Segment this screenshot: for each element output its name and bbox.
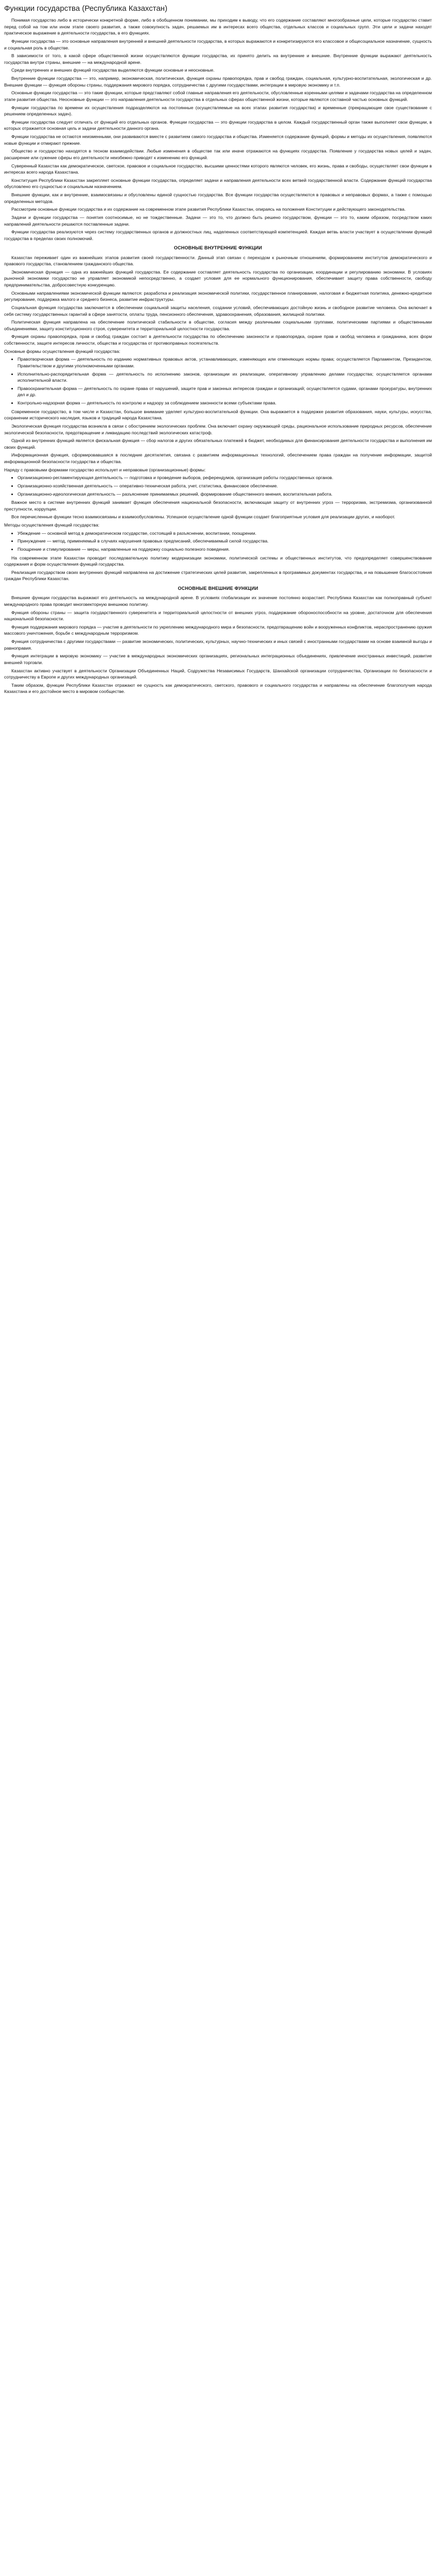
body-paragraph: Функция охраны правопорядка, прав и свобод граждан состоит в деятельности государства по обеспечению законности и правопорядка, охране прав и свобод человека и гражданина, всех форм собственности, защите интересов личности, общества и государства от противоправных посягательств. bbox=[4, 334, 432, 346]
body-paragraph: Функция поддержания мирового порядка — участие в деятельности по укреплению международного мира и безопасности, предотвращению войн и вооруженных конфликтов, нераспространению оружия массового уничтожения, борьбе с международным терроризмом. bbox=[4, 624, 432, 636]
list-item: • Организационно-хозяйственная деятельность — оперативно-техническая работа, учет, статистика, финансовое обеспечение. bbox=[18, 483, 432, 489]
body-paragraph: Основными направлениями экономической функции являются: разработка и реализация экономической политики, государственное планирование, налоговая и бюджетная политика, денежно-кредитное регулирование, поддержка малого и среднего бизнеса, развитие инфраструктуры. bbox=[4, 290, 432, 302]
body-paragraph: Таким образом, функции Республики Казахстан отражают ее сущность как демократического, светского, правового и социального государства и направлены на обеспечение благополучия народа Казахстана и его достойное место в мировом сообществе. bbox=[4, 682, 432, 694]
list-item: • Правоохранительная форма — деятельность по охране права от нарушений, защите прав и законных интересов граждан и организаций; осуществляется судами, органами прокуратуры, внутренних дел и др. bbox=[18, 385, 432, 398]
body-paragraph: Экологическая функция государства возникла в связи с обострением экологических проблем. Она включает охрану окружающей среды, рациональное использование природных ресурсов, обеспечение экологической безопасности, предотвращение и ликвидацию последствий экологических катастроф. bbox=[4, 423, 432, 435]
bullet-list bbox=[4, 530, 432, 553]
body-paragraph: Реализация государством своих внутренних функций направлена на достижение стратегических целей развития, закрепленных в программных документах государства, и на повышение благосостояния граждан Республики Казахстан. bbox=[4, 569, 432, 582]
body-paragraph: Одной из внутренних функций является фискальная функция — сбор налогов и других обязательных платежей в бюджет, необходимых для финансирования деятельности государства и выполнения им своих функций. bbox=[4, 438, 432, 450]
intro-block bbox=[4, 17, 432, 695]
body-paragraph: Функции государства следует отличать от функций его отдельных органов. Функции государства — это функции государства в целом. Каждый государственный орган также выполняет свои функции, в которых отражается основная цель и задачи деятельности данного органа. bbox=[4, 119, 432, 131]
body-paragraph: Важное место в системе внутренних функций занимает функция обеспечения национальной безопасности, включающая защиту от внутренних угроз — терроризма, экстремизма, организованной преступности, коррупции. bbox=[4, 500, 432, 512]
body-paragraph: Информационная функция, сформировавшаяся в последние десятилетия, связана с развитием информационных технологий, обеспечением права граждан на получение информации, защитой информационной безопасности государства и общества. bbox=[4, 452, 432, 465]
body-paragraph: Функция сотрудничества с другими государствами — развитие экономических, политических, культурных, научно-технических и иных связей с иностранными государствами на основе взаимной выгоды и равноправия. bbox=[4, 639, 432, 651]
body-paragraph: Внутренние функции государства — это, например, экономическая, политическая, функция охраны правопорядка, прав и свобод граждан, социальная, культурно-воспитательная, экологическая и др. Внешние функции — функция обороны страны, поддержания мирового порядка, сотрудничества с другими государствами, интеграции в мировую экономику и т.п. bbox=[4, 76, 432, 88]
body-paragraph: Все перечисленные функции тесно взаимосвязаны и взаимообусловлены. Успешное осуществление одной функции создает благоприятные условия для реализации других, и наоборот. bbox=[11, 514, 395, 520]
list-item: • Правотворческая форма — деятельность по изданию нормативных правовых актов, устанавливающих, изменяющих или отменяющих нормы права; осуществляется Парламентом, Президентом, Правительством и другими уполномоченными органами. bbox=[18, 356, 432, 369]
body-paragraph: Политическая функция направлена на обеспечение политической стабильности в обществе, согласия между различными социальными группами, политическими партиями и общественными объединениями, защиту конституционного строя, суверенитета и территориальной целостности государства. bbox=[4, 319, 432, 331]
body-paragraph: Рассмотрим основные функции государства и их содержание на современном этапе развития Республики Казахстан, опираясь на положения Конституции и действующего законодательства. bbox=[11, 207, 406, 212]
page-title: Функции государства (Республика Казахстан) bbox=[4, 4, 168, 13]
intro-paragraph: Понимая государство либо в исторически конкретной форме, либо в обобщенном понимании, мы приходим к выводу, что его содержание составляют многообразные цели, которые государство ставит перед собой на том или ином этапе своего развития, а также совокупность задач, решаемых им в интересах всего общества, отдельных классов и социальных групп. Эти цели и задачи находят практическое выражение в деятельности государства, в его функциях. bbox=[4, 18, 432, 36]
document-page bbox=[0, 0, 436, 702]
body-paragraph: Функции государства не остаются неизменными, они развиваются вместе с развитием самого государства и общества. Изменяется содержание функций, формы и методы их осуществления, появляются новые функции и отмирают прежние. bbox=[4, 134, 432, 146]
list-item: • Организационно-регламентирующая деятельность — подготовка и проведение выборов, референдумов, организация работы государственных органов. bbox=[18, 474, 432, 481]
section-heading: ОСНОВНЫЕ ВНУТРЕННИЕ ФУНКЦИИ bbox=[173, 245, 263, 251]
body-paragraph: Функция обороны страны — защита государственного суверенитета и территориальной целостности от внешних угроз, поддержание обороноспособности на уровне, достаточном для обеспечения национальной безопасности. bbox=[4, 609, 432, 622]
body-paragraph: Внешние функции, как и внутренние, взаимосвязаны и обусловлены единой сущностью государства. Все функции государства осуществляются в правовых и неправовых формах, а также с помощью определенных методов. bbox=[4, 192, 432, 204]
body-paragraph: Общество и государство находятся в тесном взаимодействии. Любые изменения в обществе так или иначе отражаются на функциях государства. Появление у государства новых целей и задач, расширение или сужение сферы его деятельности неизбежно приводят к изменению его функций. bbox=[4, 148, 432, 160]
bullet-list bbox=[4, 356, 432, 406]
body-paragraph: Социальная функция государства заключается в обеспечении социальной защиты населения, создании условий, обеспечивающих достойную жизнь и свободное развитие человека. Она включает в себя систему государственных гарантий в сфере занятости, оплаты труда, пенсионного обеспечения, здравоохранения, образования, жилищной политики. bbox=[4, 304, 432, 317]
list-item: • Исполнительно-распорядительная форма — деятельность по исполнению законов, организации их реализации, оперативному управлению делами государства; осуществляется органами исполнительной власти. bbox=[18, 371, 432, 384]
body-paragraph: Функции государства по времени их осуществления подразделяются на постоянные (осуществляемые на всех этапах развития государства) и временные (прекращающие свое существование с решением определенных задач). bbox=[4, 105, 432, 117]
body-paragraph: Современное государство, в том числе и Казахстан, большое внимание уделяет культурно-воспитательной функции. Она выражается в поддержке развития образования, науки, культуры, искусства, сохранении исторического наследия, языков и традиций народа Казахстана. bbox=[4, 409, 432, 421]
list-item: • Убеждение — основной метод в демократическом государстве, состоящий в разъяснении, воспитании, поощрении. bbox=[18, 530, 432, 537]
list-item: • Поощрение и стимулирование — меры, направленные на поддержку социально полезного поведения. bbox=[18, 546, 432, 553]
body-paragraph: Конституция Республики Казахстан закрепляет основные функции государства, определяет задачи и направления деятельности всех ветвей государственной власти. Содержание функций государства обусловлено его сущностью и социальным назначением. bbox=[4, 177, 432, 190]
body-paragraph: На современном этапе Казахстан проводит последовательную политику модернизации экономики, политической системы и общественных институтов, что предопределяет совершенствование содержания и форм осуществления функций государства. bbox=[4, 555, 432, 567]
body-paragraph: Внешние функции государства выражают его деятельность на международной арене. В условиях глобализации их значение постоянно возрастает. Республика Казахстан как полноправный субъект международного права проводит многовекторную внешнюю политику. bbox=[4, 595, 432, 607]
list-lead: Методы осуществления функций государства: bbox=[4, 522, 100, 528]
list-item: • Принуждение — метод, применяемый в случаях нарушения правовых предписаний, обеспечиваемый силой государства. bbox=[18, 538, 432, 545]
list-item: • Контрольно-надзорная форма — деятельность по контролю и надзору за соблюдением законности всеми субъектами права. bbox=[18, 400, 432, 406]
body-paragraph: Основные функции государства — это такие функции, которые представляют собой главные направления его деятельности, обусловленные коренными целями и задачами государства на определенном этапе развития общества. Неосновные функции — это направления деятельности государства в отдельных сферах общественной жизни, которые являются составной частью основных функций. bbox=[4, 90, 432, 102]
intro-paragraph: Функции государства — это основные направления внутренней и внешней деятельности государства, в которых выражаются и конкретизируются его классовое и общесоциальное назначение, сущность и социальная роль в обществе. bbox=[4, 38, 432, 50]
section-heading: ОСНОВНЫЕ ВНЕШНИЕ ФУНКЦИИ bbox=[178, 586, 258, 591]
intro-paragraph: В зависимости от того, в какой сфере общественной жизни осуществляются функции государства, их принято делить на внутренние и внешние. Внутренние функции выражают деятельность государства внутри страны, внешние — на международной арене. bbox=[4, 53, 432, 65]
body-paragraph: Суверенный Казахстан как демократическое, светское, правовое и социальное государство, высшими ценностями которого являются человек, его жизнь, права и свободы, осуществляет свои функции в интересах всего народа Казахстана. bbox=[4, 163, 432, 175]
list-lead: Основные формы осуществления функций государства: bbox=[4, 348, 120, 354]
body-paragraph: Казахстан переживает один из важнейших этапов развития своей государственности. Данный этап связан с переходом к рыночным отношениям, формированием институтов демократического и правового государства, становлением гражданского общества. bbox=[4, 255, 432, 267]
list-lead: Наряду с правовыми формами государство использует и неправовые (организационные) формы: bbox=[4, 467, 206, 472]
intro-paragraph: Среди внутренних и внешних функций государства выделяются функции основные и неосновные. bbox=[11, 67, 215, 73]
body-paragraph: Функции государства реализуются через систему государственных органов и должностных лиц, наделенных соответствующей компетенцией. Каждая ветвь власти участвует в осуществлении функций государства в пределах своих полномочий. bbox=[4, 229, 432, 241]
body-paragraph: Функция интеграции в мировую экономику — участие в международных экономических организациях, региональных интеграционных объединениях, привлечение иностранных инвестиций, развитие внешней торговли. bbox=[4, 653, 432, 665]
body-paragraph: Экономическая функция — одна из важнейших функций государства. Ее содержание составляет деятельность государства по организации, координации и регулированию экономики. В условиях рыночной экономики государство не управляет экономикой непосредственно, а создает условия для ее нормального функционирования, обеспечивает защиту права собственности, свободу предпринимательства, добросовестную конкуренцию. bbox=[4, 269, 432, 288]
body-paragraph: Казахстан активно участвует в деятельности Организации Объединенных Наций, Содружества Независимых Государств, Шанхайской организации сотрудничества, Организации по безопасности и сотрудничеству в Европе и других международных организаций. bbox=[4, 668, 432, 680]
list-item: • Организационно-идеологическая деятельность — разъяснение принимаемых решений, формирование общественного мнения, воспитательная работа. bbox=[18, 491, 432, 498]
bullet-list bbox=[4, 474, 432, 497]
body-paragraph: Задачи и функции государства — понятия соотносимые, но не тождественные. Задачи — это то, что должно быть решено государством, функции — это то, каким образом, посредством каких направлений деятельности решаются поставленные задачи. bbox=[4, 214, 432, 227]
